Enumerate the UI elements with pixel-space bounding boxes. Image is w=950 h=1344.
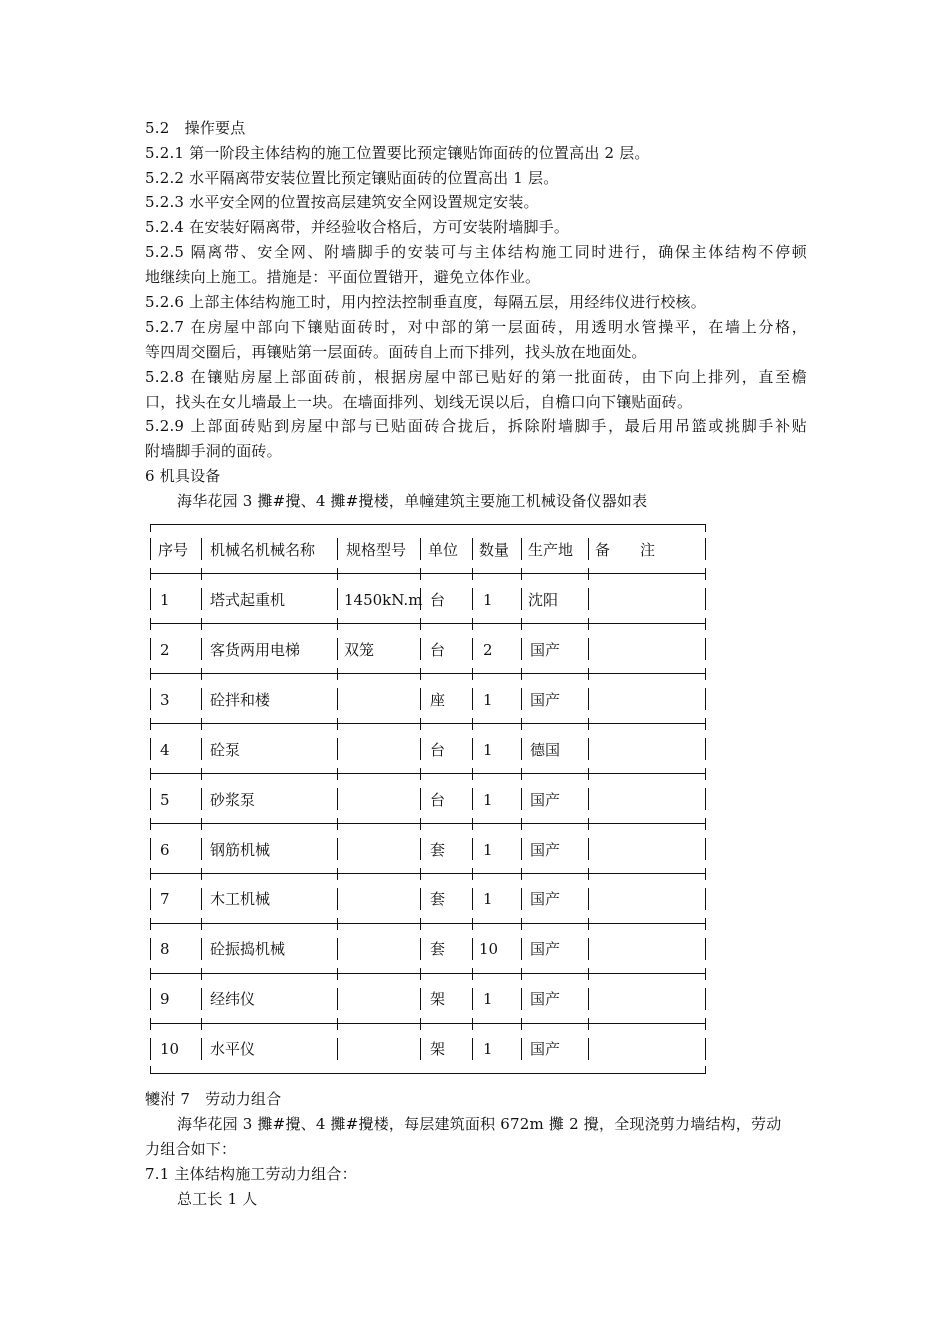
table-cell: 2 — [160, 641, 170, 659]
table-cell: 台 — [430, 791, 446, 809]
table-cell: 砼振捣机械 — [210, 940, 286, 958]
header-index: 序号 — [158, 541, 189, 559]
section-6-heading: 6 机具设备 — [145, 467, 221, 485]
table-cell: 国产 — [530, 691, 561, 709]
header-unit: 单位 — [428, 541, 459, 559]
table-cell: 国产 — [530, 641, 561, 659]
table-cell: 5 — [160, 791, 170, 809]
table-cell: 3 — [160, 691, 170, 709]
table-cell: 台 — [430, 591, 446, 609]
table-cell: 套 — [430, 890, 446, 908]
table-cell: 套 — [430, 841, 446, 859]
table-cell: 1450kN.m — [344, 591, 423, 609]
equipment-table — [150, 524, 708, 1074]
section-7-1-heading: 7.1 主体结构施工劳动力组合： — [145, 1165, 357, 1183]
paragraph-5-2-7-line1: 5.2.7 在房屋中部向下镶贴面砖时，对中部的第一层面砖，用透明水管操平，在墙上分格， — [145, 318, 807, 336]
paragraph-5-2-8-line1: 5.2.8 在镶贴房屋上部面砖前，根据房屋中部已贴好的第一批面砖，由下向上排列，直至檐 — [145, 368, 807, 386]
table-cell: 1 — [483, 1040, 493, 1058]
paragraph-5-2-2: 5.2.2 水平隔离带安装位置比预定镶贴面砖的位置高出 1 层。 — [145, 169, 559, 187]
table-cell: 砼拌和楼 — [210, 691, 271, 709]
table-cell: 4 — [160, 741, 170, 759]
table-cell: 塔式起重机 — [210, 591, 286, 609]
table-cell: 6 — [160, 841, 170, 859]
table-cell: 水平仪 — [210, 1040, 256, 1058]
table-cell: 国产 — [530, 940, 561, 958]
table-cell: 座 — [430, 691, 446, 709]
table-cell: 1 — [483, 741, 493, 759]
paragraph-5-2-8-line2: 口，找头在女儿墙最上一块。在墙面排列、划线无误以后，自檐口向下镶贴面砖。 — [145, 393, 693, 411]
table-cell: 1 — [160, 591, 170, 609]
table-cell: 台 — [430, 641, 446, 659]
table-cell: 国产 — [530, 890, 561, 908]
paragraph-5-2-9-line2: 附墙脚手洞的面砖。 — [145, 442, 282, 460]
section-6-intro: 海华花园 3 攤#攪、4 攤#攪楼，单幢建筑主要施工机械设备仪器如表 — [177, 492, 648, 510]
header-remark: 备 注 — [595, 541, 656, 559]
table-cell: 1 — [483, 791, 493, 809]
table-cell: 砂浆泵 — [210, 791, 256, 809]
table-cell: 7 — [160, 890, 170, 908]
table-cell: 国产 — [530, 791, 561, 809]
table-cell: 沈阳 — [528, 591, 559, 609]
table-cell: 8 — [160, 940, 170, 958]
table-cell: 架 — [430, 1040, 446, 1058]
paragraph-5-2-6: 5.2.6 上部主体结构施工时，用内控法控制垂直度，每隔五层，用经纬仪进行校核。 — [145, 293, 706, 311]
table-cell: 木工机械 — [210, 890, 271, 908]
table-cell: 国产 — [530, 990, 561, 1008]
paragraph-5-2-5-line1: 5.2.5 隔离带、安全网、附墙脚手的安装可与主体结构施工同时进行，确保主体结构不停顿 — [145, 243, 807, 261]
table-cell: 经纬仪 — [210, 990, 256, 1008]
table-cell: 国产 — [530, 1040, 561, 1058]
labor-item-foreman: 总工长 1 人 — [177, 1190, 258, 1208]
section-7-intro-line2: 力组合如下： — [145, 1140, 237, 1158]
table-cell: 10 — [160, 1040, 180, 1058]
paragraph-5-2-9-line1: 5.2.9 上部面砖贴到房屋中部与已贴面砖合拢后，拆除附墙脚手，最后用吊篮或挑脚手补贴 — [145, 417, 807, 435]
paragraph-5-2-7-line2: 等四周交圈后，再镶贴第一层面砖。面砖自上而下排列，找头放在地面处。 — [145, 343, 647, 361]
table-cell: 客货两用电梯 — [210, 641, 301, 659]
section-7-heading: 犪泭 7 劳动力组合 — [145, 1090, 282, 1108]
header-spec: 规格型号 — [346, 541, 407, 559]
table-cell: 钢筋机械 — [210, 841, 271, 859]
table-cell: 2 — [483, 641, 493, 659]
table-cell: 10 — [479, 940, 499, 958]
table-cell: 台 — [430, 741, 446, 759]
header-origin: 生产地 — [528, 541, 574, 559]
table-cell: 双笼 — [344, 641, 375, 659]
table-cell: 国产 — [530, 841, 561, 859]
table-cell: 9 — [160, 990, 170, 1008]
paragraph-5-2-5-line2: 地继续向上施工。措施是：平面位置错开，避免立体作业。 — [145, 268, 541, 286]
section-7-intro-line1: 海华花园 3 攤#攪、4 攤#攪楼，每层建筑面积 672m 攤 2 攪，全现浇剪力墙结构，劳动 — [177, 1115, 782, 1133]
table-cell: 1 — [483, 841, 493, 859]
paragraph-5-2-1: 5.2.1 第一阶段主体结构的施工位置要比预定镶贴饰面砖的位置高出 2 层。 — [145, 144, 650, 162]
table-cell: 1 — [483, 990, 493, 1008]
table-cell: 套 — [430, 940, 446, 958]
table-cell: 德国 — [530, 741, 561, 759]
paragraph-5-2-3: 5.2.3 水平安全网的位置按高层建筑安全网设置规定安装。 — [145, 193, 539, 211]
section-5-2-heading: 5.2 操作要点 — [145, 119, 246, 137]
paragraph-5-2-4: 5.2.4 在安装好隔离带，并经验收合格后，方可安装附墙脚手。 — [145, 218, 570, 236]
table-cell: 架 — [430, 990, 446, 1008]
table-cell: 1 — [483, 691, 493, 709]
header-qty: 数量 — [479, 541, 510, 559]
table-cell: 1 — [483, 890, 493, 908]
table-cell: 1 — [483, 591, 493, 609]
header-name: 机械名机械名称 — [210, 541, 316, 559]
table-cell: 砼泵 — [210, 741, 241, 759]
